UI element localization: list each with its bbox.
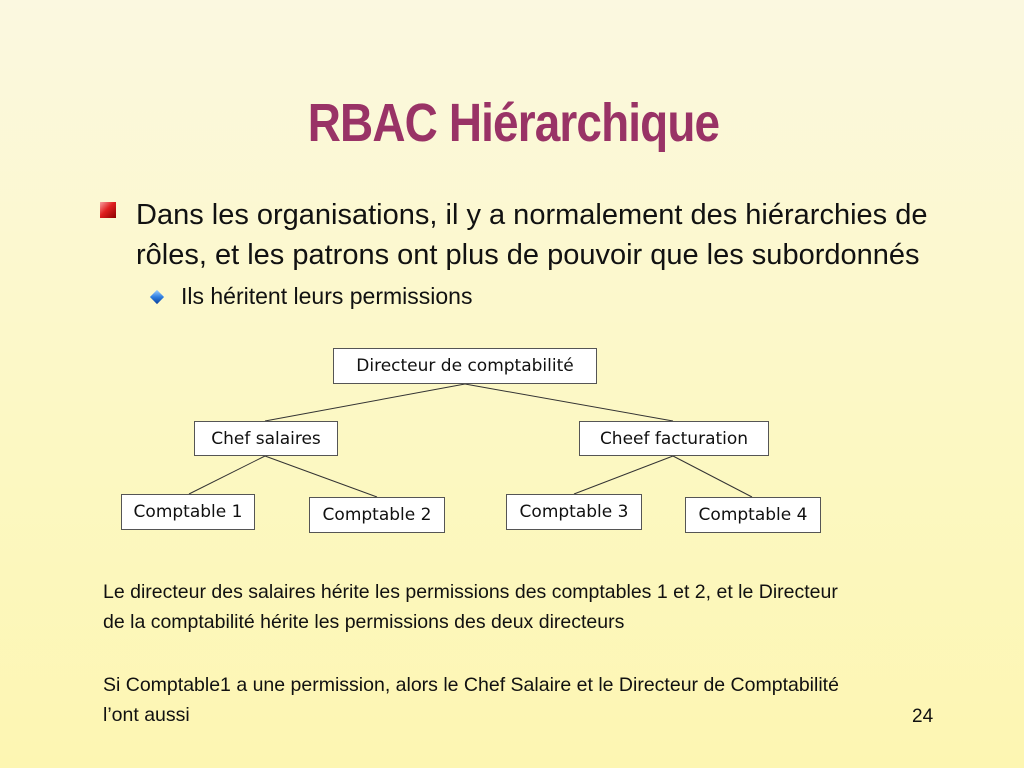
node-cheef-facturation: Cheef facturation — [579, 421, 769, 456]
explanation-paragraph-1: Le directeur des salaires hérite les permissions des comptables 1 et 2, et le Directeur de la comptabilité hérite les permissions des deux directeurs — [103, 581, 838, 633]
node-directeur-comptabilite: Directeur de comptabilité — [333, 348, 597, 384]
edge-cheef-facturation-to-comptable-3 — [574, 456, 673, 494]
node-chef-salaires: Chef salaires — [194, 421, 338, 456]
edge-chef-salaires-to-comptable-1 — [189, 456, 265, 494]
node-comptable-3: Comptable 3 — [506, 494, 642, 530]
node-comptable-4: Comptable 4 — [685, 497, 821, 533]
edge-root-to-cheef-facturation — [465, 384, 673, 421]
node-comptable-1: Comptable 1 — [121, 494, 255, 530]
edge-cheef-facturation-to-comptable-4 — [673, 456, 752, 497]
bullet-main-text: Dans les organisations, il y a normalement des hiérarchies de rôles, et les patrons ont plus de pouvoir que les subordonnés — [136, 199, 928, 271]
edge-chef-salaires-to-comptable-2 — [265, 456, 377, 497]
explanation-paragraph-2: Si Comptable1 a une permission, alors le Chef Salaire et le Directeur de Comptabilité l’ont aussi — [103, 674, 839, 726]
node-comptable-2: Comptable 2 — [309, 497, 445, 533]
bullet-sub-text: Ils héritent leurs permissions — [181, 283, 473, 309]
edge-root-to-chef-salaires — [265, 384, 465, 421]
slide-title: RBAC Hiérarchique — [307, 93, 720, 153]
page-number: 24 — [912, 706, 934, 727]
